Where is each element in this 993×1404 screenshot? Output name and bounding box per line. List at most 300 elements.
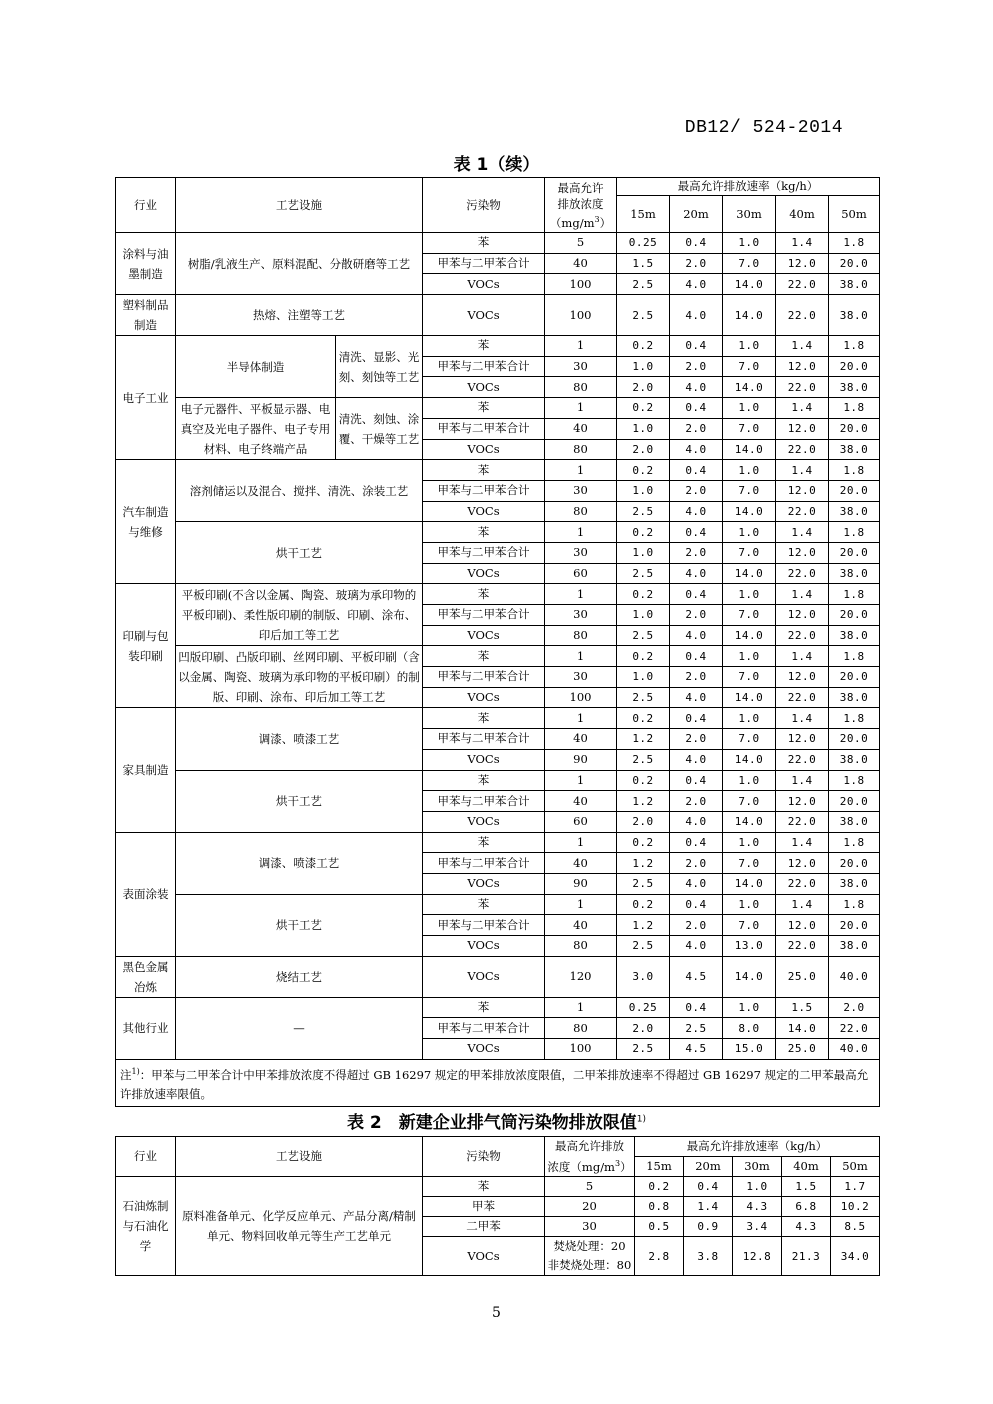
rate-cell: 34.0 xyxy=(831,1237,880,1276)
concentration-cell: 1 xyxy=(545,522,617,543)
rate-cell: 2.0 xyxy=(617,439,670,460)
rate-cell: 3.4 xyxy=(733,1217,782,1237)
rate-cell: 1.5 xyxy=(782,1177,831,1197)
concentration-cell: 100 xyxy=(545,274,617,295)
rate-cell: 25.0 xyxy=(776,1039,829,1060)
process-cell: 调漆、喷漆工艺 xyxy=(176,708,423,770)
rate-cell: 38.0 xyxy=(829,377,880,398)
rate-cell: 25.0 xyxy=(776,956,829,997)
rate-cell: 1.4 xyxy=(776,832,829,853)
table-row xyxy=(116,708,880,729)
rate-cell: 2.0 xyxy=(670,480,723,501)
concentration-cell: 30 xyxy=(545,667,617,688)
rate-cell: 2.0 xyxy=(670,418,723,439)
rate-cell: 13.0 xyxy=(723,936,776,957)
rate-cell: 22.0 xyxy=(776,749,829,770)
pollutant-cell: VOCs xyxy=(423,687,545,708)
concentration-cell xyxy=(545,1237,635,1276)
header-process: 工艺设施 xyxy=(176,1137,423,1177)
rate-cell: 1.2 xyxy=(617,729,670,750)
concentration-cell: 1 xyxy=(545,770,617,791)
table-row xyxy=(116,584,880,605)
rate-cell: 14.0 xyxy=(723,439,776,460)
rate-cell: 2.5 xyxy=(617,563,670,584)
rate-cell: 4.0 xyxy=(670,501,723,522)
pollutant-cell: 苯 xyxy=(423,336,545,357)
rate-cell: 4.0 xyxy=(670,439,723,460)
rate-cell: 10.2 xyxy=(831,1197,880,1217)
rate-cell: 22.0 xyxy=(776,687,829,708)
process-cell: 溶剂储运以及混合、搅拌、清洗、涂装工艺 xyxy=(176,460,423,522)
rate-cell: 4.0 xyxy=(670,563,723,584)
industry-cell: 塑料制品制造 xyxy=(116,295,176,336)
rate-cell: 1.4 xyxy=(776,646,829,667)
rate-cell: 22.0 xyxy=(776,295,829,336)
rate-cell: 20.0 xyxy=(829,418,880,439)
rate-cell: 2.0 xyxy=(617,377,670,398)
rate-cell: 20.0 xyxy=(829,253,880,274)
table2 xyxy=(115,1136,880,1276)
rate-cell: 0.25 xyxy=(617,233,670,254)
industry-cell: 石油炼制与石油化学 xyxy=(116,1177,176,1276)
table-row xyxy=(116,770,880,791)
rate-cell: 1.0 xyxy=(617,480,670,501)
rate-cell: 20.0 xyxy=(829,605,880,626)
rate-cell: 2.0 xyxy=(670,542,723,563)
rate-cell: 38.0 xyxy=(829,563,880,584)
rate-cell: 1.8 xyxy=(829,522,880,543)
rate-cell: 0.2 xyxy=(617,894,670,915)
pollutant-cell: 苯 xyxy=(423,398,545,419)
table-row xyxy=(116,832,880,853)
rate-cell: 14.0 xyxy=(723,956,776,997)
rate-cell: 0.2 xyxy=(617,522,670,543)
rate-cell: 2.5 xyxy=(617,936,670,957)
concentration-cell: 1 xyxy=(545,398,617,419)
concentration-cell: 40 xyxy=(545,853,617,874)
rate-cell: 2.0 xyxy=(670,915,723,936)
rate-cell: 15.0 xyxy=(723,1039,776,1060)
pollutant-cell: 苯 xyxy=(423,770,545,791)
rate-cell: 1.4 xyxy=(776,233,829,254)
table2-title: 表 2 新建企业排气筒污染物排放限值$^{1)}$ xyxy=(347,1113,646,1133)
rate-cell: 4.0 xyxy=(670,749,723,770)
rate-cell: 38.0 xyxy=(829,687,880,708)
pollutant-cell: 苯 xyxy=(423,832,545,853)
rate-cell: 21.3 xyxy=(782,1237,831,1276)
rate-cell: 0.4 xyxy=(670,832,723,853)
rate-cell: 22.0 xyxy=(776,439,829,460)
rate-cell: 14.0 xyxy=(723,377,776,398)
rate-cell: 1.0 xyxy=(617,356,670,377)
concentration-cell: 1 xyxy=(545,997,617,1018)
rate-cell: 0.2 xyxy=(617,646,670,667)
rate-cell: 2.0 xyxy=(617,811,670,832)
pollutant-cell: 苯 xyxy=(423,646,545,667)
header-height: 20m xyxy=(684,1157,733,1177)
rate-cell: 0.25 xyxy=(617,997,670,1018)
rate-cell: 0.4 xyxy=(684,1177,733,1197)
concentration-cell: 30 xyxy=(545,605,617,626)
rate-cell: 2.0 xyxy=(670,253,723,274)
rate-cell: 0.4 xyxy=(670,522,723,543)
pollutant-cell: 甲苯与二甲苯合计 xyxy=(423,915,545,936)
rate-cell: 1.4 xyxy=(776,584,829,605)
pollutant-cell: VOCs xyxy=(423,1039,545,1060)
header-height: 15m xyxy=(617,196,670,233)
table-row xyxy=(116,398,880,419)
pollutant-cell: 甲苯 xyxy=(423,1197,545,1217)
process-cell: 烘干工艺 xyxy=(176,894,423,956)
rate-cell: 1.0 xyxy=(723,708,776,729)
rate-cell: 6.8 xyxy=(782,1197,831,1217)
industry-cell: 表面涂装 xyxy=(116,832,176,956)
pollutant-cell: 苯 xyxy=(423,708,545,729)
rate-cell: 22.0 xyxy=(776,625,829,646)
industry-cell: 电子工业 xyxy=(116,336,176,460)
process-cell: 烘干工艺 xyxy=(176,770,423,832)
pollutant-cell: 甲苯与二甲苯合计 xyxy=(423,542,545,563)
rate-cell: 1.0 xyxy=(723,522,776,543)
rate-cell: 0.4 xyxy=(670,646,723,667)
rate-cell: 4.5 xyxy=(670,1039,723,1060)
rate-cell: 12.0 xyxy=(776,480,829,501)
rate-cell: 3.0 xyxy=(617,956,670,997)
header-height: 20m xyxy=(670,196,723,233)
rate-cell: 1.8 xyxy=(829,770,880,791)
pollutant-cell: VOCs xyxy=(423,873,545,894)
rate-cell: 0.4 xyxy=(670,584,723,605)
rate-cell: 38.0 xyxy=(829,873,880,894)
rate-cell: 0.4 xyxy=(670,997,723,1018)
pollutant-cell: 甲苯与二甲苯合计 xyxy=(423,605,545,626)
rate-cell: 2.5 xyxy=(617,873,670,894)
pollutant-cell: 苯 xyxy=(423,584,545,605)
rate-cell: 1.8 xyxy=(829,336,880,357)
concentration-cell: 40 xyxy=(545,253,617,274)
rate-cell: 1.4 xyxy=(684,1197,733,1217)
pollutant-cell: 苯 xyxy=(423,894,545,915)
rate-cell: 2.0 xyxy=(670,605,723,626)
rate-cell: 20.0 xyxy=(829,356,880,377)
header-industry: 行业 xyxy=(116,1137,176,1177)
rate-cell: 7.0 xyxy=(723,853,776,874)
rate-cell: 40.0 xyxy=(829,1039,880,1060)
rate-cell: 12.0 xyxy=(776,418,829,439)
rate-cell: 0.4 xyxy=(670,336,723,357)
header-height: 30m xyxy=(733,1157,782,1177)
rate-cell: 1.0 xyxy=(723,336,776,357)
rate-cell: 14.0 xyxy=(776,1018,829,1039)
rate-cell: 2.5 xyxy=(617,295,670,336)
rate-cell: 20.0 xyxy=(829,480,880,501)
document-code: DB12/ 524-2014 xyxy=(684,118,843,138)
header-height: 40m xyxy=(776,196,829,233)
rate-cell: 38.0 xyxy=(829,811,880,832)
rate-cell: 2.5 xyxy=(670,1018,723,1039)
pollutant-cell: 二甲苯 xyxy=(423,1217,545,1237)
pollutant-cell: 甲苯与二甲苯合计 xyxy=(423,853,545,874)
rate-cell: 0.2 xyxy=(617,460,670,481)
rate-cell: 4.3 xyxy=(782,1217,831,1237)
pollutant-cell: 苯 xyxy=(423,460,545,481)
rate-cell: 7.0 xyxy=(723,356,776,377)
rate-cell: 4.0 xyxy=(670,625,723,646)
concentration-cell: 30 xyxy=(545,356,617,377)
industry-cell: 其他行业 xyxy=(116,997,176,1059)
industry-cell: 家具制造 xyxy=(116,708,176,832)
rate-cell: 1.0 xyxy=(723,832,776,853)
rate-cell: 0.2 xyxy=(617,770,670,791)
rate-cell: 14.0 xyxy=(723,625,776,646)
concentration-cell: 40 xyxy=(545,418,617,439)
pollutant-cell: VOCs xyxy=(423,501,545,522)
concentration-cell: 1 xyxy=(545,460,617,481)
rate-cell: 7.0 xyxy=(723,729,776,750)
rate-cell: 1.0 xyxy=(723,894,776,915)
pollutant-cell: VOCs xyxy=(423,377,545,398)
process-cell: 电子元器件、平板显示器、电真空及光电子器件、电子专用材料、电子终端产品 xyxy=(176,398,336,460)
header-pollutant: 污染物 xyxy=(423,178,545,233)
rate-cell: 7.0 xyxy=(723,253,776,274)
concentration-cell: 80 xyxy=(545,936,617,957)
rate-cell: 1.4 xyxy=(776,522,829,543)
header-industry: 行业 xyxy=(116,178,176,233)
pollutant-cell: VOCs xyxy=(423,439,545,460)
rate-cell: 0.2 xyxy=(617,336,670,357)
concentration-cell: 30 xyxy=(545,1217,635,1237)
rate-cell: 1.8 xyxy=(829,584,880,605)
rate-cell: 20.0 xyxy=(829,915,880,936)
industry-cell: 黑色金属冶炼 xyxy=(116,956,176,997)
rate-cell: 1.0 xyxy=(617,605,670,626)
rate-cell: 8.0 xyxy=(723,1018,776,1039)
concentration-cell: 120 xyxy=(545,956,617,997)
table-row xyxy=(116,336,880,357)
rate-cell: 0.2 xyxy=(617,398,670,419)
rate-cell: 1.8 xyxy=(829,233,880,254)
rate-cell: 38.0 xyxy=(829,274,880,295)
rate-cell: 12.0 xyxy=(776,853,829,874)
rate-cell: 2.0 xyxy=(670,667,723,688)
header-pollutant: 污染物 xyxy=(423,1137,545,1177)
rate-cell: 12.0 xyxy=(776,605,829,626)
rate-cell: 22.0 xyxy=(776,501,829,522)
rate-cell: 8.5 xyxy=(831,1217,880,1237)
concentration-cell: 90 xyxy=(545,749,617,770)
rate-cell: 0.2 xyxy=(635,1177,684,1197)
rate-cell: 7.0 xyxy=(723,915,776,936)
process-cell: 平板印刷(不含以金属、陶瓷、玻璃为承印物的平板印刷)、柔性版印刷的制版、印刷、涂布、印后加工等工艺 xyxy=(176,584,423,646)
table-row xyxy=(116,646,880,667)
header-rate: 最高允许排放速率（kg/h） xyxy=(635,1137,880,1157)
concentration-cell: 5 xyxy=(545,1177,635,1197)
concentration-cell: 100 xyxy=(545,1039,617,1060)
rate-cell: 3.8 xyxy=(684,1237,733,1276)
concentration-cell: 30 xyxy=(545,480,617,501)
rate-cell: 14.0 xyxy=(723,563,776,584)
concentration-cell: 1 xyxy=(545,336,617,357)
rate-cell: 1.4 xyxy=(776,336,829,357)
rate-cell: 12.0 xyxy=(776,356,829,377)
concentration-cell: 60 xyxy=(545,563,617,584)
rate-cell: 4.0 xyxy=(670,936,723,957)
rate-cell: 1.8 xyxy=(829,646,880,667)
concentration-line: 非焚烧处理：80 xyxy=(547,1258,632,1272)
rate-cell: 14.0 xyxy=(723,873,776,894)
rate-cell: 1.0 xyxy=(733,1177,782,1197)
rate-cell: 4.3 xyxy=(733,1197,782,1217)
pollutant-cell: VOCs xyxy=(423,563,545,584)
rate-cell: 2.0 xyxy=(617,1018,670,1039)
rate-cell: 12.0 xyxy=(776,791,829,812)
table1-title: 表 1（续） xyxy=(453,155,540,175)
rate-cell: 20.0 xyxy=(829,729,880,750)
pollutant-cell: 苯 xyxy=(423,522,545,543)
header-height: 30m xyxy=(723,196,776,233)
rate-cell: 12.0 xyxy=(776,729,829,750)
rate-cell: 22.0 xyxy=(776,377,829,398)
rate-cell: 22.0 xyxy=(776,274,829,295)
pollutant-cell: VOCs xyxy=(423,274,545,295)
rate-cell: 22.0 xyxy=(776,563,829,584)
pollutant-cell: VOCs xyxy=(423,956,545,997)
rate-cell: 7.0 xyxy=(723,542,776,563)
rate-cell: 4.0 xyxy=(670,377,723,398)
rate-cell: 20.0 xyxy=(829,667,880,688)
rate-cell: 1.8 xyxy=(829,460,880,481)
rate-cell: 12.0 xyxy=(776,667,829,688)
table-row xyxy=(116,894,880,915)
rate-cell: 0.2 xyxy=(617,708,670,729)
rate-cell: 12.0 xyxy=(776,253,829,274)
process-cell: 树脂/乳液生产、原料混配、分散研磨等工艺 xyxy=(176,233,423,295)
concentration-cell: 1 xyxy=(545,584,617,605)
process-cell: 烧结工艺 xyxy=(176,956,423,997)
rate-cell: 14.0 xyxy=(723,749,776,770)
rate-cell: 1.8 xyxy=(829,398,880,419)
rate-cell: 14.0 xyxy=(723,295,776,336)
rate-cell: 1.0 xyxy=(723,460,776,481)
rate-cell: 1.7 xyxy=(831,1177,880,1197)
concentration-cell: 40 xyxy=(545,729,617,750)
rate-cell: 1.4 xyxy=(776,708,829,729)
rate-cell: 1.0 xyxy=(723,997,776,1018)
rate-cell: 0.4 xyxy=(670,770,723,791)
pollutant-cell: VOCs xyxy=(423,749,545,770)
header-height: 40m xyxy=(782,1157,831,1177)
rate-cell: 14.0 xyxy=(723,501,776,522)
rate-cell: 0.2 xyxy=(617,584,670,605)
rate-cell: 20.0 xyxy=(829,853,880,874)
pollutant-cell: 甲苯与二甲苯合计 xyxy=(423,253,545,274)
rate-cell: 38.0 xyxy=(829,501,880,522)
rate-cell: 7.0 xyxy=(723,667,776,688)
pollutant-cell: 苯 xyxy=(423,1177,545,1197)
concentration-cell: 40 xyxy=(545,915,617,936)
rate-cell: 0.8 xyxy=(635,1197,684,1217)
rate-cell: 2.0 xyxy=(670,729,723,750)
pollutant-cell: 苯 xyxy=(423,233,545,254)
table1-note: 注$^{1)}$：甲苯与二甲苯合计中甲苯排放浓度不得超过 GB 16297 规定的甲苯排放浓度限值，二甲苯排放速率不得超过 GB 16297 规定的二甲苯最高允许排放速率限值。 xyxy=(116,1059,880,1106)
rate-cell: 0.4 xyxy=(670,894,723,915)
table-row xyxy=(116,522,880,543)
rate-cell: 12.8 xyxy=(733,1237,782,1276)
rate-cell: 1.8 xyxy=(829,708,880,729)
rate-cell: 1.0 xyxy=(723,584,776,605)
rate-cell: 1.2 xyxy=(617,915,670,936)
concentration-cell: 1 xyxy=(545,894,617,915)
process-cell: 半导体制造 xyxy=(176,336,336,398)
rate-cell: 2.5 xyxy=(617,274,670,295)
rate-cell: 4.0 xyxy=(670,687,723,708)
rate-cell: 1.5 xyxy=(776,997,829,1018)
rate-cell: 1.4 xyxy=(776,460,829,481)
concentration-cell: 100 xyxy=(545,687,617,708)
pollutant-cell: 甲苯与二甲苯合计 xyxy=(423,791,545,812)
concentration-cell: 100 xyxy=(545,295,617,336)
rate-cell: 38.0 xyxy=(829,625,880,646)
industry-cell: 涂料与油墨制造 xyxy=(116,233,176,295)
process-cell: 烘干工艺 xyxy=(176,522,423,584)
rate-cell: 2.5 xyxy=(617,749,670,770)
pollutant-cell: VOCs xyxy=(423,295,545,336)
rate-cell: 0.9 xyxy=(684,1217,733,1237)
rate-cell: 12.0 xyxy=(776,915,829,936)
pollutant-cell: 苯 xyxy=(423,997,545,1018)
concentration-line: 焚烧处理：20 xyxy=(553,1239,626,1253)
rate-cell: 4.5 xyxy=(670,956,723,997)
header-height: 50m xyxy=(831,1157,880,1177)
table-row xyxy=(116,233,880,254)
concentration-cell: 80 xyxy=(545,439,617,460)
concentration-cell: 80 xyxy=(545,377,617,398)
rate-cell: 2.0 xyxy=(670,356,723,377)
pollutant-cell: 甲苯与二甲苯合计 xyxy=(423,1018,545,1039)
rate-cell: 38.0 xyxy=(829,749,880,770)
concentration-cell: 40 xyxy=(545,791,617,812)
rate-cell: 20.0 xyxy=(829,542,880,563)
pollutant-cell: VOCs xyxy=(423,625,545,646)
rate-cell: 4.0 xyxy=(670,274,723,295)
rate-cell: 0.2 xyxy=(617,832,670,853)
rate-cell: 1.0 xyxy=(617,542,670,563)
table-row xyxy=(116,460,880,481)
rate-cell: 4.0 xyxy=(670,295,723,336)
rate-cell: 1.0 xyxy=(617,418,670,439)
concentration-cell: 30 xyxy=(545,542,617,563)
rate-cell: 4.0 xyxy=(670,873,723,894)
rate-cell: 2.0 xyxy=(829,997,880,1018)
rate-cell: 1.2 xyxy=(617,791,670,812)
rate-cell: 12.0 xyxy=(776,542,829,563)
rate-cell: 40.0 xyxy=(829,956,880,997)
process-detail-cell: 清洗、显影、光刻、刻蚀等工艺 xyxy=(336,336,423,398)
table1 xyxy=(115,177,880,1107)
pollutant-cell: VOCs xyxy=(423,936,545,957)
concentration-cell: 1 xyxy=(545,832,617,853)
header-concentration: 最高允许 排放浓度 $(mg/m^3)$ xyxy=(545,178,617,233)
rate-cell: 1.0 xyxy=(723,646,776,667)
rate-cell: 7.0 xyxy=(723,605,776,626)
rate-cell: 20.0 xyxy=(829,791,880,812)
rate-cell: 7.0 xyxy=(723,418,776,439)
pollutant-cell: 甲苯与二甲苯合计 xyxy=(423,480,545,501)
rate-cell: 1.0 xyxy=(617,667,670,688)
rate-cell: 1.0 xyxy=(723,233,776,254)
concentration-cell: 90 xyxy=(545,873,617,894)
rate-cell: 38.0 xyxy=(829,936,880,957)
